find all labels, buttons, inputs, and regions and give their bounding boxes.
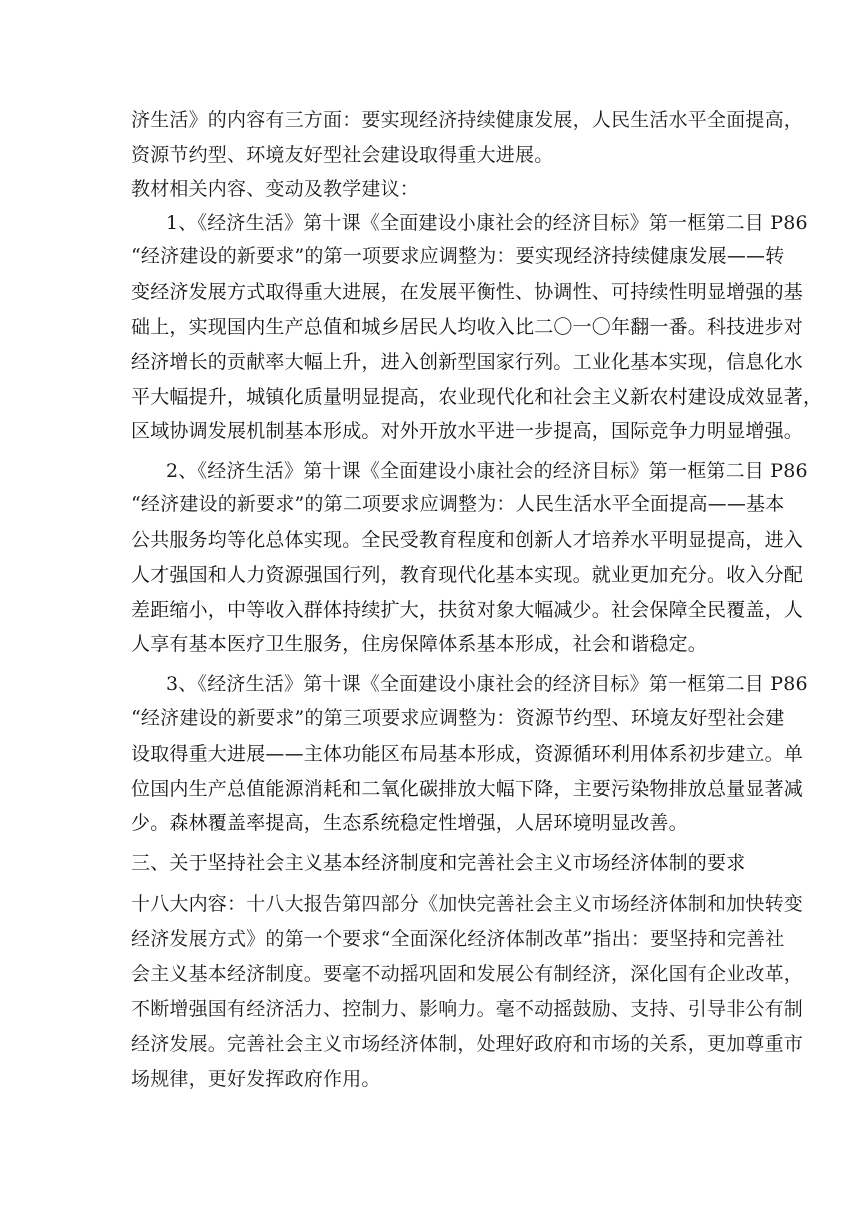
body-text: 济生活》的内容有三方面：要实现经济持续健康发展，人民生活水平全面提高， (131, 109, 804, 131)
text-line (131, 176, 419, 202)
body-text: 不断增强国有经济活力、控制力、影响力。毫不动摇鼓励、支持、引导非公有制 (131, 998, 804, 1020)
emphasis-text: 人才强国和人力资源强国行列，教育现代化基本实现。就业更加充分。收入分配 (131, 564, 804, 586)
body-text: 会主义基本经济制度。要毫不动摇巩固和发展公有制经济，深化国有企业改革， (131, 963, 804, 985)
text-line (131, 1031, 803, 1057)
text-line (131, 597, 803, 623)
body-text: 十八大报告第四部分《加快完善社会主义市场经济体制和加快转变 (246, 893, 804, 915)
text-line (131, 810, 688, 836)
text-line (166, 210, 808, 236)
body-text: 3、《经济生活》第十课《全面建设小康社会的经济目标》第一框第二目 P86 (166, 673, 808, 695)
text-line (131, 996, 803, 1022)
emphasis-text: 公共服务均等化总体实现。全民受教育程度和创新人才培养水平明显提高，进入 (131, 529, 804, 551)
emphasis-text: 础上，实现国内生产总值和城乡居民人均收入比二〇一〇年翻一番。科技进步对 (131, 316, 804, 338)
emphasis-text: 设取得重大进展——主体功能区布局基本形成，资源循环利用体系初步建立。单 (131, 743, 804, 765)
emphasis-text: 三、关于坚持社会主义基本经济制度和完善社会主义市场经济体制的要求 (131, 852, 746, 874)
emphasis-text: 要实现经济持续健康发展——转 (515, 245, 785, 267)
emphasis-text: 区域协调发展机制基本形成。对外开放水平进一步提高，国际竞争力明显增强。 (131, 420, 804, 442)
body-text: 教材相关内容、变动及教学建议： (131, 178, 420, 200)
emphasis-text: 平大幅提升，城镇化质量明显提高，农业现代化和社会主义新农村建设成效显著， (131, 386, 823, 408)
text-line (131, 418, 803, 444)
body-text: “经济建设的新要求”的第二项要求应调整为： (131, 493, 516, 515)
body-text: 经济发展。完善社会主义市场经济体制，处理好政府和市场的关系，更加尊重市 (131, 1033, 804, 1055)
text-line (131, 107, 803, 133)
emphasis-text: 十八大内容： (131, 893, 247, 915)
text-line (131, 705, 784, 731)
text-line (131, 491, 784, 517)
text-line (131, 142, 553, 168)
text-line (131, 926, 784, 952)
body-text: 1、《经济生活》第十课《全面建设小康社会的经济目标》第一框第二目 P86 (166, 212, 808, 234)
text-line (131, 631, 707, 657)
text-line (131, 562, 803, 588)
section-heading (131, 850, 745, 876)
text-line (131, 776, 803, 802)
body-text: 2、《经济生活》第十课《全面建设小康社会的经济目标》第一框第二目 P86 (166, 460, 808, 482)
body-text: 场规律，更好发挥政府作用。 (131, 1068, 381, 1090)
text-line (131, 279, 803, 305)
emphasis-text: 少。森林覆盖率提高，生态系统稳定性增强，人居环境明显改善。 (131, 812, 688, 834)
text-line (131, 527, 803, 553)
text-line (131, 891, 803, 917)
emphasis-text: 位国内生产总值能源消耗和二氧化碳排放大幅下降，主要污染物排放总量显著减 (131, 778, 804, 800)
body-text: 资源节约型、环境友好型社会建设取得重大进展。 (131, 144, 554, 166)
text-line (166, 671, 808, 697)
body-text: 经济发展方式》的第一个要求“全面深化经济体制改革”指出：要坚持和完善社 (131, 928, 785, 950)
emphasis-text: 变经济发展方式取得重大进展，在发展平衡性、协调性、可持续性明显增强的基 (131, 281, 804, 303)
body-text: “经济建设的新要求”的第一项要求应调整为： (131, 245, 516, 267)
emphasis-text: 资源节约型、环境友好型社会建 (515, 707, 785, 729)
emphasis-text: 经济增长的贡献率大幅上升，进入创新型国家行列。工业化基本实现，信息化水 (131, 351, 804, 373)
emphasis-text: 人民生活水平全面提高——基本 (515, 493, 785, 515)
text-line (131, 243, 784, 269)
body-text: “经济建设的新要求”的第三项要求应调整为： (131, 707, 516, 729)
text-line (131, 349, 803, 375)
text-line (131, 1066, 381, 1092)
text-line (131, 384, 822, 410)
text-line (131, 961, 803, 987)
emphasis-text: 差距缩小，中等收入群体持续扩大，扶贫对象大幅减少。社会保障全民覆盖，人 (131, 599, 804, 621)
text-line (131, 314, 803, 340)
text-line (166, 458, 808, 484)
emphasis-text: 人享有基本医疗卫生服务，住房保障体系基本形成，社会和谐稳定。 (131, 633, 708, 655)
text-line (131, 741, 803, 767)
